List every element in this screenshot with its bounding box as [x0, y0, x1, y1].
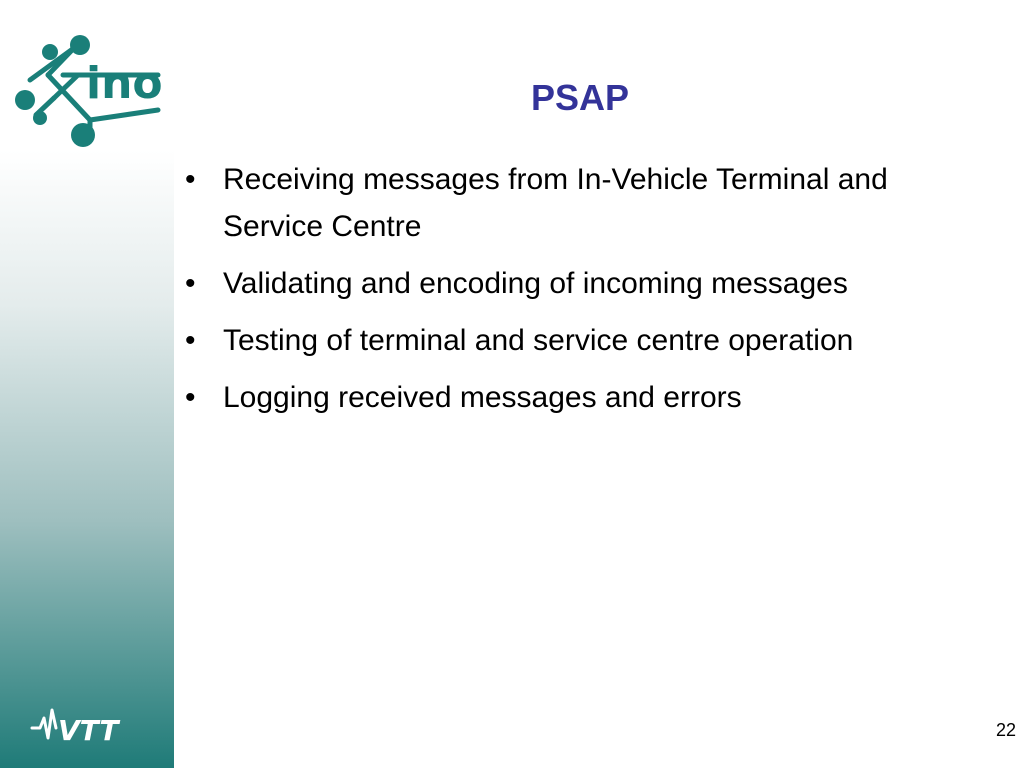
- bullet-item: [180, 156, 980, 250]
- bullet-item: [180, 260, 980, 307]
- vtt-logo: [30, 706, 130, 746]
- bullet-icon: •: [185, 324, 196, 357]
- bullet-text: Logging received messages and errors: [223, 381, 742, 414]
- sidebar-gradient: [0, 150, 174, 768]
- bullet-icon: •: [185, 267, 196, 300]
- bullet-list: [180, 156, 980, 431]
- slide-title: PSAP: [530, 77, 630, 118]
- svg-text:VTT: VTT: [58, 714, 119, 746]
- bullet-text: Receiving messages from In-Vehicle Terminal and Service Centre: [223, 163, 888, 243]
- bullet-icon: •: [185, 381, 196, 414]
- bullet-item: [180, 374, 980, 421]
- bullet-item: [180, 317, 980, 364]
- xino-logo: [8, 30, 173, 150]
- page-number: 22: [995, 720, 1016, 740]
- bullet-text: Validating and encoding of incoming messages: [223, 267, 848, 300]
- svg-text:ino: ino: [86, 58, 163, 109]
- bullet-icon: •: [185, 163, 196, 196]
- bullet-text: Testing of terminal and service centre operation: [223, 324, 854, 357]
